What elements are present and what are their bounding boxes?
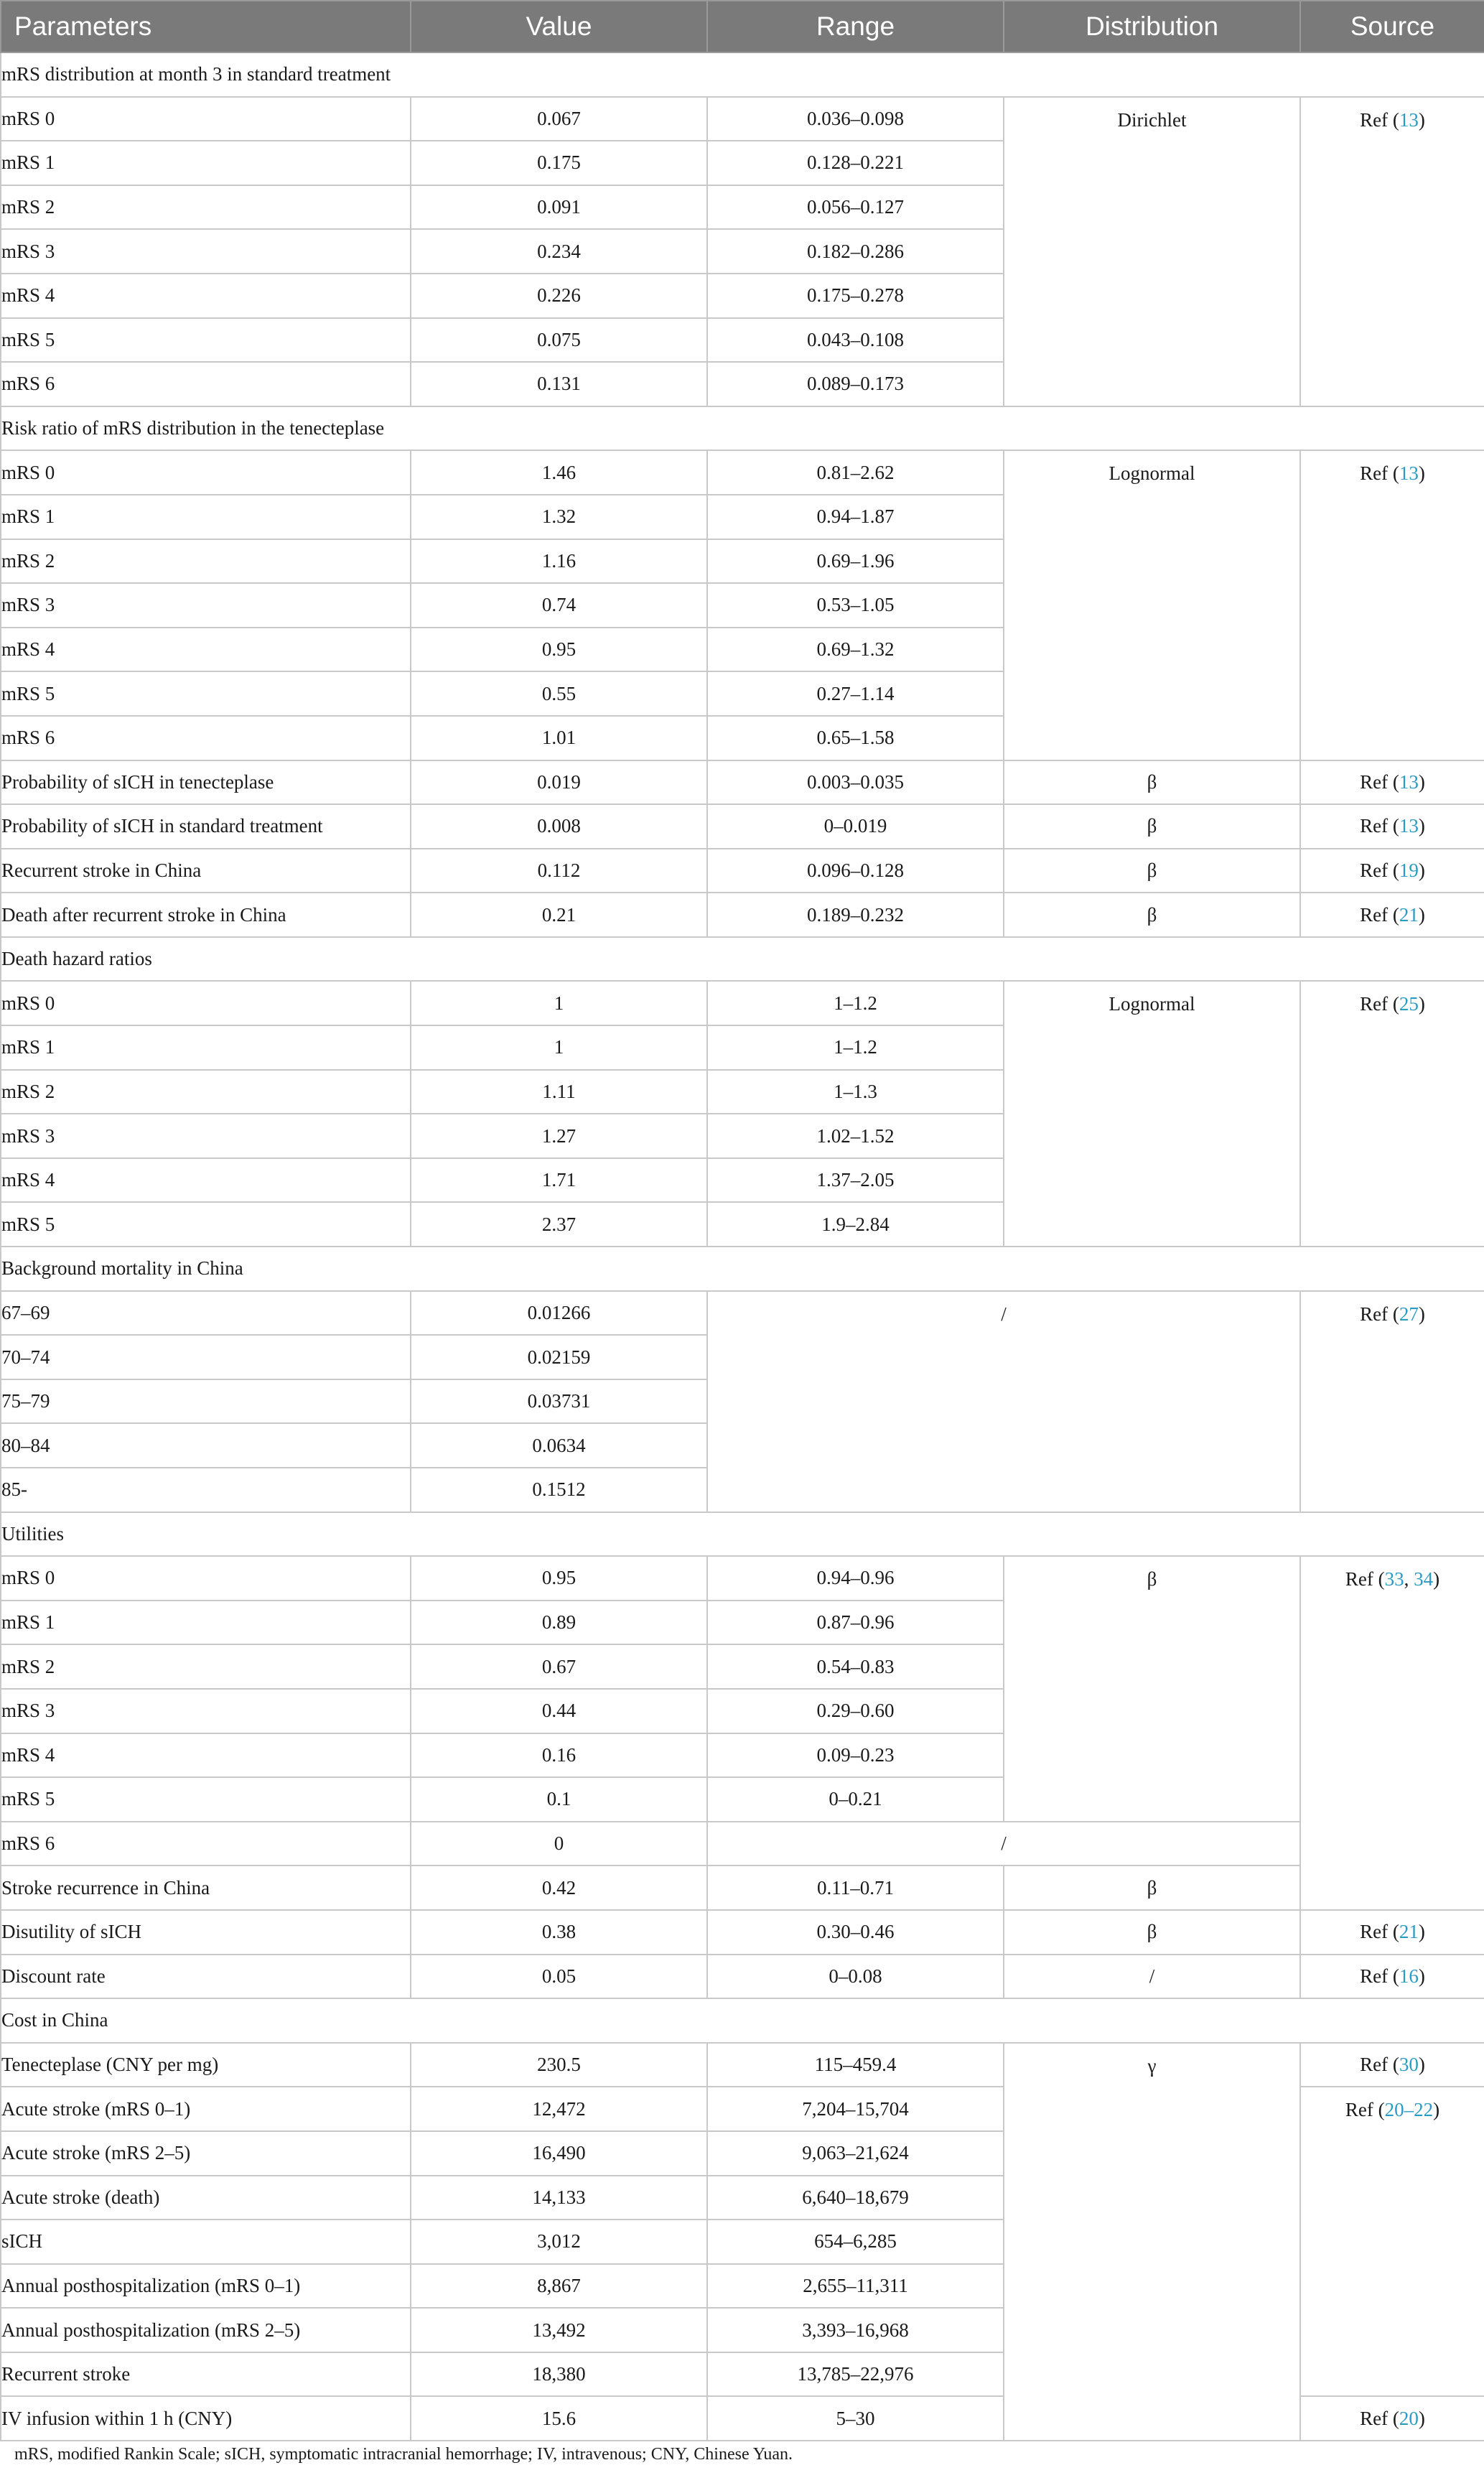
range-cell: 0.175–0.278 — [707, 274, 1004, 318]
value-cell: 1 — [411, 981, 707, 1025]
source-cell — [1300, 2396, 1484, 2441]
value-cell: 16,490 — [411, 2131, 707, 2176]
range-cell: 115–459.4 — [707, 2043, 1004, 2087]
parameter-cell: mRS 0 — [1, 981, 411, 1025]
distribution-cell: β — [1004, 1556, 1300, 1822]
ref-paren-open: ( — [1388, 903, 1399, 926]
table-row — [1, 97, 1484, 141]
ref-label: Ref — [1360, 108, 1389, 131]
parameter-cell: mRS 1 — [1, 141, 411, 185]
value-cell: 0.02159 — [411, 1335, 707, 1379]
range-cell: 0.87–0.96 — [707, 1601, 1004, 1645]
parameter-cell: mRS 6 — [1, 1822, 411, 1866]
distribution-cell: γ — [1004, 2043, 1300, 2441]
range-cell: 0.189–0.232 — [707, 893, 1004, 937]
ref-link[interactable]: 33 — [1384, 1568, 1404, 1590]
parameter-cell: 70–74 — [1, 1335, 411, 1379]
parameter-cell: Acute stroke (death) — [1, 2176, 411, 2220]
value-cell: 1 — [411, 1025, 707, 1070]
ref-paren-open: ( — [1373, 2099, 1385, 2121]
value-cell: 18,380 — [411, 2352, 707, 2397]
parameter-cell: mRS 6 — [1, 716, 411, 760]
parameter-cell: mRS 0 — [1, 1556, 411, 1601]
source-cell — [1300, 1910, 1484, 1955]
source-cell — [1300, 1556, 1484, 1910]
ref-paren-close: ) — [1418, 903, 1425, 926]
parameter-cell: 85- — [1, 1468, 411, 1512]
header-range: Range — [707, 1, 1004, 52]
value-cell: 0.131 — [411, 362, 707, 406]
value-cell: 1.46 — [411, 450, 707, 495]
range-cell: 0.043–0.108 — [707, 318, 1004, 363]
range-cell: 0–0.08 — [707, 1955, 1004, 1999]
parameter-cell: Annual posthospitalization (mRS 0–1) — [1, 2264, 411, 2309]
ref-link[interactable]: 13 — [1399, 770, 1419, 793]
value-cell: 3,012 — [411, 2220, 707, 2264]
ref-paren-close: ) — [1418, 1965, 1425, 1987]
ref-label: Ref — [1360, 859, 1389, 881]
ref-link[interactable]: 21 — [1399, 903, 1419, 926]
section-row — [1, 937, 1484, 982]
distribution-cell: Dirichlet — [1004, 97, 1300, 406]
distribution-cell: β — [1004, 1866, 1300, 1910]
value-cell: 0.175 — [411, 141, 707, 185]
value-cell: 0.091 — [411, 185, 707, 230]
header-value: Value — [411, 1, 707, 52]
source-cell — [1300, 849, 1484, 893]
ref-label: Ref — [1360, 2407, 1389, 2429]
ref-paren-close: ) — [1418, 1303, 1425, 1325]
table-row — [1, 450, 1484, 495]
range-cell: 1.9–2.84 — [707, 1202, 1004, 1247]
ref-paren-close: ) — [1418, 859, 1425, 881]
range-cell: 654–6,285 — [707, 2220, 1004, 2264]
parameter-cell: 80–84 — [1, 1423, 411, 1468]
range-cell: 0.94–1.87 — [707, 495, 1004, 539]
range-cell: 5–30 — [707, 2396, 1004, 2441]
table-row — [1, 1866, 1484, 1910]
ref-link[interactable]: 21 — [1399, 1921, 1419, 1943]
value-cell: 0.05 — [411, 1955, 707, 1999]
value-cell: 1.11 — [411, 1070, 707, 1114]
value-cell: 0.03731 — [411, 1379, 707, 1424]
header-distribution: Distribution — [1004, 1, 1300, 52]
value-cell: 0.01266 — [411, 1291, 707, 1336]
distribution-cell: β — [1004, 893, 1300, 937]
distribution-cell: β — [1004, 1910, 1300, 1955]
value-cell: 0.1512 — [411, 1468, 707, 1512]
source-cell — [1300, 1291, 1484, 1512]
value-cell: 8,867 — [411, 2264, 707, 2309]
ref-comma: , — [1404, 1568, 1414, 1590]
value-cell: 0.95 — [411, 628, 707, 672]
parameter-cell: mRS 2 — [1, 185, 411, 230]
parameter-cell: 67–69 — [1, 1291, 411, 1336]
parameter-cell: Tenecteplase (CNY per mg) — [1, 2043, 411, 2087]
ref-link[interactable]: 16 — [1399, 1965, 1419, 1987]
range-cell: 7,204–15,704 — [707, 2087, 1004, 2131]
parameter-cell: Recurrent stroke — [1, 2352, 411, 2397]
parameter-cell: mRS 5 — [1, 318, 411, 363]
parameter-cell: mRS 2 — [1, 1644, 411, 1689]
ref-paren-open: ( — [1388, 1303, 1399, 1325]
distribution-cell: / — [1004, 1955, 1300, 1999]
parameter-cell: Death after recurrent stroke in China — [1, 893, 411, 937]
table-row — [1, 804, 1484, 849]
table-row — [1, 1822, 1484, 1866]
ref-link[interactable]: 30 — [1399, 2054, 1419, 2076]
range-cell: 6,640–18,679 — [707, 2176, 1004, 2220]
parameter-cell: mRS 5 — [1, 1777, 411, 1822]
range-cell: 0.69–1.32 — [707, 628, 1004, 672]
table-row — [1, 2043, 1484, 2087]
section-row — [1, 52, 1484, 97]
value-cell: 230.5 — [411, 2043, 707, 2087]
parameter-cell: Probability of sICH in tenecteplase — [1, 760, 411, 805]
ref-label: Ref — [1360, 1965, 1389, 1987]
distribution-cell: β — [1004, 849, 1300, 893]
ref-paren-open: ( — [1388, 2054, 1399, 2076]
value-cell: 0.89 — [411, 1601, 707, 1645]
range-cell: 1.02–1.52 — [707, 1114, 1004, 1158]
value-cell: 0.38 — [411, 1910, 707, 1955]
value-cell: 0.16 — [411, 1733, 707, 1778]
range-cell: 0.94–0.96 — [707, 1556, 1004, 1601]
table-row — [1, 849, 1484, 893]
range-cell: 0.30–0.46 — [707, 1910, 1004, 1955]
value-cell: 0.42 — [411, 1866, 707, 1910]
ref-paren-close: ) — [1418, 2407, 1425, 2429]
ref-link[interactable]: 13 — [1399, 108, 1419, 131]
ref-paren-close: ) — [1433, 2099, 1440, 2121]
parameter-cell: Probability of sICH in standard treatment — [1, 804, 411, 849]
parameter-cell: mRS 4 — [1, 1158, 411, 1203]
ref-paren-open: ( — [1388, 770, 1399, 793]
source-cell — [1300, 804, 1484, 849]
value-cell: 0.019 — [411, 760, 707, 805]
parameter-cell: mRS 3 — [1, 1114, 411, 1158]
range-cell: 0–0.21 — [707, 1777, 1004, 1822]
header-parameters: Parameters — [1, 1, 411, 52]
value-cell: 14,133 — [411, 2176, 707, 2220]
value-cell: 0.075 — [411, 318, 707, 363]
ref-label: Ref — [1360, 462, 1389, 485]
parameter-cell: Annual posthospitalization (mRS 2–5) — [1, 2308, 411, 2352]
range-cell: 13,785–22,976 — [707, 2352, 1004, 2397]
section-title: mRS distribution at month 3 in standard treatment — [1, 52, 1484, 97]
parameter-cell: mRS 2 — [1, 1070, 411, 1114]
ref-paren-open: ( — [1373, 1568, 1385, 1590]
ref-paren-close: ) — [1418, 993, 1425, 1015]
table-row — [1, 1910, 1484, 1955]
parameter-cell: Discount rate — [1, 1955, 411, 1999]
source-cell — [1300, 97, 1484, 406]
section-title: Cost in China — [1, 1998, 1484, 2043]
range-cell: 0.128–0.221 — [707, 141, 1004, 185]
value-cell: 1.27 — [411, 1114, 707, 1158]
parameter-cell: mRS 3 — [1, 583, 411, 628]
distribution-cell: Lognormal — [1004, 981, 1300, 1247]
ref-label: Ref — [1345, 1568, 1373, 1590]
value-cell: 1.71 — [411, 1158, 707, 1203]
ref-paren-close: ) — [1418, 462, 1425, 485]
table-row — [1, 760, 1484, 805]
parameter-cell: IV infusion within 1 h (CNY) — [1, 2396, 411, 2441]
range-cell: 0.096–0.128 — [707, 849, 1004, 893]
value-cell: 1.01 — [411, 716, 707, 760]
source-cell — [1300, 893, 1484, 937]
range-cell: 0–0.019 — [707, 804, 1004, 849]
range-distribution-cell: / — [707, 1822, 1300, 1866]
range-cell: 0.54–0.83 — [707, 1644, 1004, 1689]
ref-link[interactable]: 25 — [1399, 993, 1419, 1015]
distribution-cell: Lognormal — [1004, 450, 1300, 760]
value-cell: 0 — [411, 1822, 707, 1866]
ref-label: Ref — [1360, 903, 1389, 926]
source-cell — [1300, 981, 1484, 1247]
range-cell: 9,063–21,624 — [707, 2131, 1004, 2176]
ref-paren-open: ( — [1388, 1965, 1399, 1987]
value-cell: 12,472 — [411, 2087, 707, 2131]
parameter-cell: mRS 5 — [1, 1202, 411, 1247]
range-cell: 0.27–1.14 — [707, 671, 1004, 716]
table-row — [1, 893, 1484, 937]
parameter-cell: Stroke recurrence in China — [1, 1866, 411, 1910]
value-cell: 13,492 — [411, 2308, 707, 2352]
ref-link[interactable]: 27 — [1399, 1303, 1419, 1325]
parameter-cell: Acute stroke (mRS 2–5) — [1, 2131, 411, 2176]
value-cell: 0.95 — [411, 1556, 707, 1601]
section-title: Background mortality in China — [1, 1247, 1484, 1291]
ref-paren-open: ( — [1388, 993, 1399, 1015]
value-cell: 0.008 — [411, 804, 707, 849]
parameter-cell: mRS 3 — [1, 229, 411, 274]
ref-label: Ref — [1360, 1303, 1389, 1325]
ref-paren-open: ( — [1388, 462, 1399, 485]
ref-paren-close: ) — [1418, 2054, 1425, 2076]
range-cell: 0.09–0.23 — [707, 1733, 1004, 1778]
parameter-cell: mRS 1 — [1, 1025, 411, 1070]
ref-paren-close: ) — [1433, 1568, 1440, 1590]
parameter-cell: mRS 1 — [1, 1601, 411, 1645]
table-row — [1, 981, 1484, 1025]
range-cell: 1–1.2 — [707, 1025, 1004, 1070]
range-cell: 0.089–0.173 — [707, 362, 1004, 406]
ref-link[interactable]: 20–22 — [1384, 2099, 1434, 2121]
ref-paren-open: ( — [1388, 815, 1399, 837]
parameter-cell: mRS 5 — [1, 671, 411, 716]
parameter-cell: mRS 4 — [1, 1733, 411, 1778]
source-cell — [1300, 1955, 1484, 1999]
ref-paren-close: ) — [1418, 815, 1425, 837]
table-row — [1, 1291, 1484, 1336]
parameter-cell: mRS 2 — [1, 539, 411, 584]
ref-link[interactable]: 34 — [1414, 1568, 1434, 1590]
range-cell: 0.182–0.286 — [707, 229, 1004, 274]
ref-link[interactable]: 20 — [1399, 2407, 1419, 2429]
range-cell: 2,655–11,311 — [707, 2264, 1004, 2309]
ref-paren-open: ( — [1388, 1921, 1399, 1943]
parameter-cell: mRS 4 — [1, 628, 411, 672]
ref-paren-close: ) — [1418, 108, 1425, 131]
value-cell: 0.067 — [411, 97, 707, 141]
range-cell: 1–1.3 — [707, 1070, 1004, 1114]
section-row — [1, 1247, 1484, 1291]
header-row — [1, 1, 1484, 52]
range-cell: 0.81–2.62 — [707, 450, 1004, 495]
source-cell — [1300, 450, 1484, 760]
parameter-cell: 75–79 — [1, 1379, 411, 1424]
source-cell — [1300, 2043, 1484, 2087]
section-row — [1, 1512, 1484, 1557]
section-row — [1, 1998, 1484, 2043]
value-cell: 0.234 — [411, 229, 707, 274]
range-cell: 3,393–16,968 — [707, 2308, 1004, 2352]
section-row — [1, 406, 1484, 451]
value-cell: 0.112 — [411, 849, 707, 893]
ref-label: Ref — [1360, 1921, 1389, 1943]
parameter-cell: mRS 0 — [1, 97, 411, 141]
parameter-cell: mRS 6 — [1, 362, 411, 406]
ref-paren-open: ( — [1388, 108, 1399, 131]
value-cell: 0.226 — [411, 274, 707, 318]
section-title: Death hazard ratios — [1, 937, 1484, 982]
ref-paren-close: ) — [1418, 1921, 1425, 1943]
source-cell — [1300, 2087, 1484, 2396]
parameter-cell: mRS 4 — [1, 274, 411, 318]
ref-paren-close: ) — [1418, 770, 1425, 793]
section-title: Utilities — [1, 1512, 1484, 1557]
header-source: Source — [1300, 1, 1484, 52]
source-cell — [1300, 760, 1484, 805]
value-cell: 1.16 — [411, 539, 707, 584]
ref-link[interactable]: 13 — [1399, 815, 1419, 837]
parameter-cell: Recurrent stroke in China — [1, 849, 411, 893]
table-footnote: mRS, modified Rankin Scale; sICH, symptomatic intracranial hemorrhage; IV, intravenous; CNY, Chinese Yuan. — [14, 2445, 793, 2464]
value-cell: 1.32 — [411, 495, 707, 539]
range-cell: 0.65–1.58 — [707, 716, 1004, 760]
range-cell: 0.53–1.05 — [707, 583, 1004, 628]
value-cell: 2.37 — [411, 1202, 707, 1247]
parameter-cell: sICH — [1, 2220, 411, 2264]
ref-label: Ref — [1345, 2099, 1373, 2121]
range-cell: 0.11–0.71 — [707, 1866, 1004, 1910]
range-cell: 0.003–0.035 — [707, 760, 1004, 805]
ref-paren-open: ( — [1388, 859, 1399, 881]
range-cell: 0.29–0.60 — [707, 1689, 1004, 1733]
ref-paren-open: ( — [1388, 2407, 1399, 2429]
value-cell: 0.0634 — [411, 1423, 707, 1468]
distribution-cell: β — [1004, 804, 1300, 849]
ref-label: Ref — [1360, 815, 1389, 837]
value-cell: 0.1 — [411, 1777, 707, 1822]
range-cell: 0.69–1.96 — [707, 539, 1004, 584]
parameter-cell: Acute stroke (mRS 0–1) — [1, 2087, 411, 2131]
ref-label: Ref — [1360, 2054, 1389, 2076]
value-cell: 0.74 — [411, 583, 707, 628]
value-cell: 15.6 — [411, 2396, 707, 2441]
table-row — [1, 1556, 1484, 1601]
value-cell: 0.55 — [411, 671, 707, 716]
table-row — [1, 1955, 1484, 1999]
range-cell: 0.036–0.098 — [707, 97, 1004, 141]
ref-link[interactable]: 13 — [1399, 462, 1419, 485]
section-title: Risk ratio of mRS distribution in the tenecteplase — [1, 406, 1484, 451]
parameter-cell: mRS 0 — [1, 450, 411, 495]
range-distribution-cell: / — [707, 1291, 1300, 1512]
value-cell: 0.44 — [411, 1689, 707, 1733]
ref-label: Ref — [1360, 770, 1389, 793]
range-cell: 1.37–2.05 — [707, 1158, 1004, 1203]
parameter-cell: mRS 3 — [1, 1689, 411, 1733]
ref-label: Ref — [1360, 993, 1389, 1015]
distribution-cell: β — [1004, 760, 1300, 805]
ref-link[interactable]: 19 — [1399, 859, 1419, 881]
value-cell: 0.21 — [411, 893, 707, 937]
parameter-cell: mRS 1 — [1, 495, 411, 539]
parameter-cell: Disutility of sICH — [1, 1910, 411, 1955]
range-cell: 0.056–0.127 — [707, 185, 1004, 230]
value-cell: 0.67 — [411, 1644, 707, 1689]
range-cell: 1–1.2 — [707, 981, 1004, 1025]
